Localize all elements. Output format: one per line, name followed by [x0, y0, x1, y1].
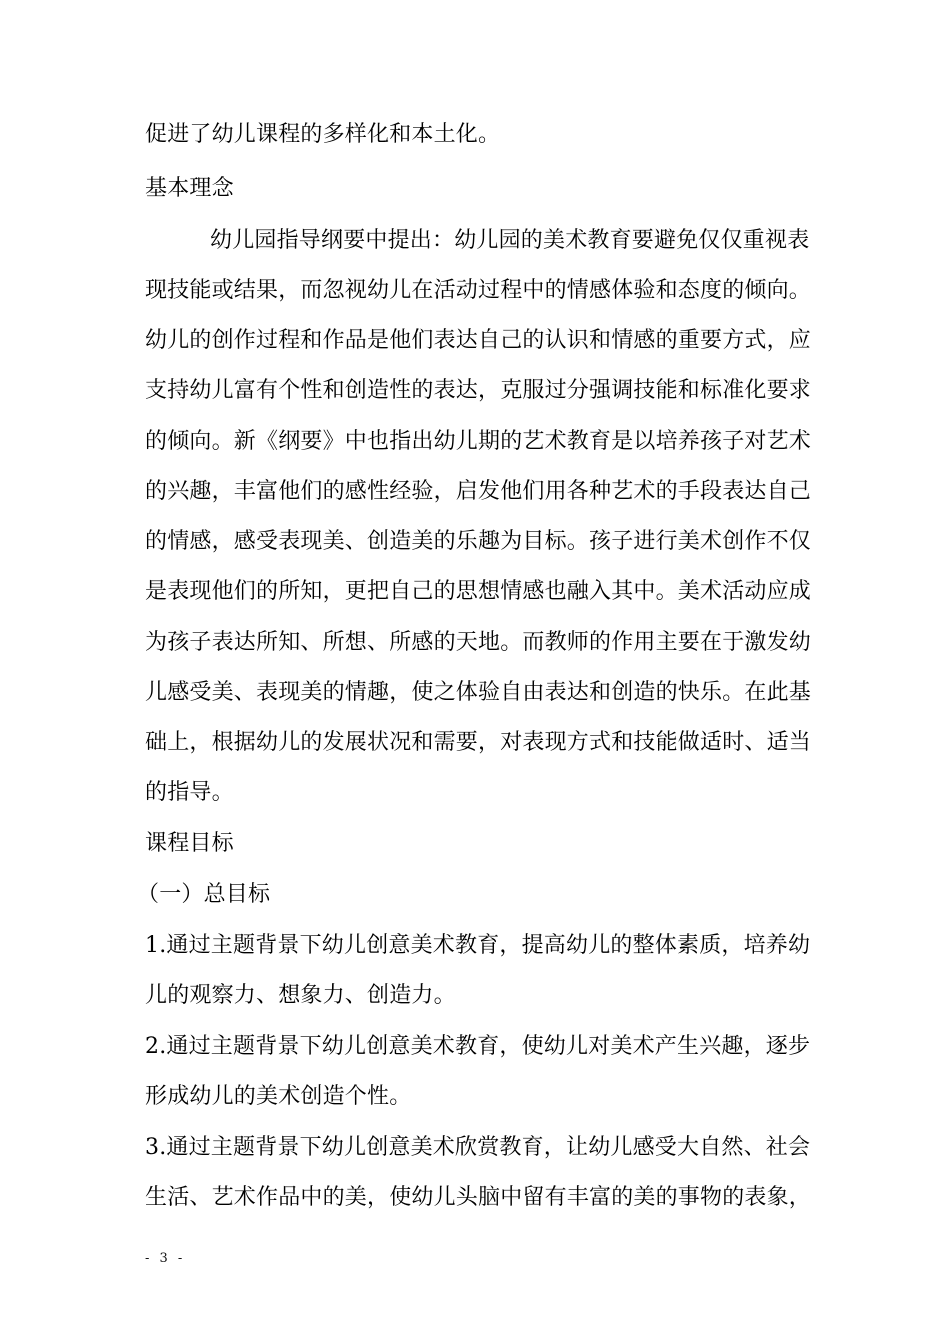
- text-line: 幼儿园指导纲要中提出：幼儿园的美术教育要避免仅仅重视表: [210, 228, 810, 253]
- text-line: 是表现他们的所知，更把自己的思想情感也融入其中。美术活动应成: [145, 579, 812, 604]
- text-line: 生活、艺术作品中的美，使幼儿头脑中留有丰富的美的事物的表象，: [145, 1185, 812, 1210]
- text-line: 儿的观察力、想象力、创造力。: [145, 983, 456, 1008]
- page-number: - 3 -: [145, 1251, 186, 1266]
- list-item: 3.通过主题背景下幼儿创意美术欣赏教育，让幼儿感受大自然、社会: [145, 1135, 811, 1160]
- section-heading: 基本理念: [145, 176, 234, 201]
- text-line: 促进了幼儿课程的多样化和本土化。: [145, 122, 501, 147]
- text-line: 支持幼儿富有个性和创造性的表达，克服过分强调技能和标准化要求: [145, 378, 812, 403]
- text-line: 础上，根据幼儿的发展状况和需要，对表现方式和技能做适时、适当: [145, 730, 812, 755]
- text-line: 的情感，感受表现美、创造美的乐趣为目标。孩子进行美术创作不仅: [145, 529, 812, 554]
- list-item: 1.通过主题背景下幼儿创意美术教育，提高幼儿的整体素质，培养幼: [145, 933, 811, 958]
- section-heading: 课程目标: [145, 831, 234, 856]
- text-line: 形成幼儿的美术创造个性。: [145, 1084, 412, 1109]
- text-line: 现技能或结果，而忽视幼儿在活动过程中的情感体验和态度的倾向。: [145, 278, 812, 303]
- text-line: 的指导。: [145, 780, 234, 805]
- text-line: 的倾向。新《纲要》中也指出幼儿期的艺术教育是以培养孩子对艺术: [145, 429, 812, 454]
- text-line: 为孩子表达所知、所想、所感的天地。而教师的作用主要在于激发幼: [145, 630, 812, 655]
- text-line: 儿感受美、表现美的情趣，使之体验自由表达和创造的快乐。在此基: [145, 680, 812, 705]
- text-line: 幼儿的创作过程和作品是他们表达自己的认识和情感的重要方式，应: [145, 328, 812, 353]
- text-line: 的兴趣，丰富他们的感性经验，启发他们用各种艺术的手段表达自己: [145, 479, 812, 504]
- subsection-heading: （一）总目标: [137, 882, 271, 907]
- list-item: 2.通过主题背景下幼儿创意美术教育，使幼儿对美术产生兴趣，逐步: [145, 1034, 811, 1059]
